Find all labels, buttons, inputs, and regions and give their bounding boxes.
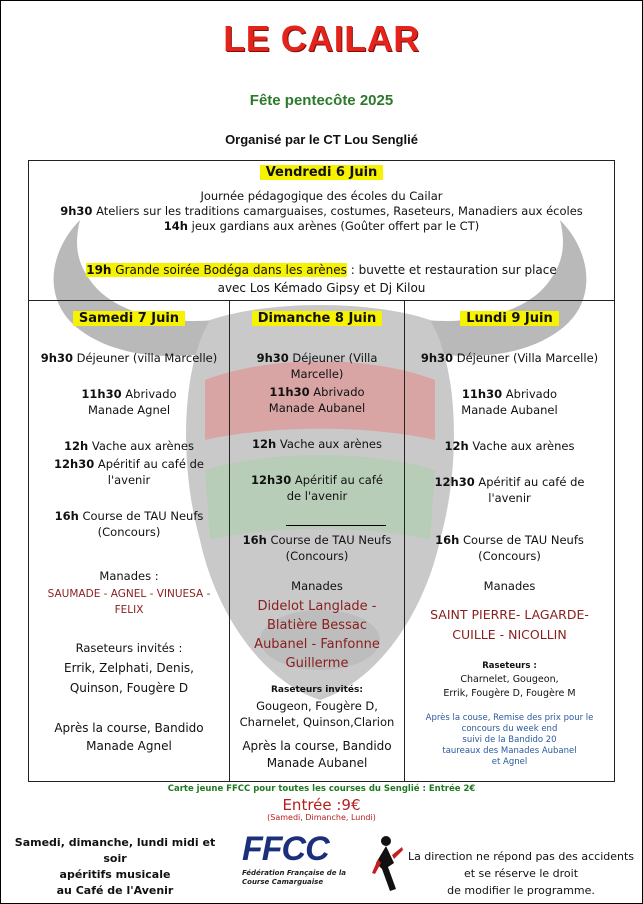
aperitif-line1: Samedi, dimanche, lundi midi et soir (14, 836, 216, 865)
sun-e5-sub: (Concours) (285, 549, 349, 563)
organizer-line: Organisé par le CT Lou Senglié (225, 132, 418, 147)
sat-event-1 (29, 351, 229, 366)
ffcc-line1: Fédération Française de la (242, 869, 347, 877)
monday-column (405, 301, 614, 781)
mon-after-line3: suivi de la Bandido 20 (462, 735, 557, 745)
sun-e3-text: Vache aux arènes (276, 437, 382, 451)
mon-e2-sub: Manade Aubanel (461, 403, 558, 417)
mon-event-4 (405, 475, 614, 490)
sun-e4-sub: de l'avenir (286, 489, 348, 503)
sun-raseteurs-label: Raseteurs invités: (270, 685, 363, 695)
sun-e4-time: 12h30 (251, 473, 292, 487)
mon-e3-text: Vache aux arènes (468, 439, 575, 453)
sun-e1-time: 9h30 (256, 351, 289, 365)
sat-event-5 (29, 509, 229, 524)
sat-e4-text: Apéritif au café de (94, 457, 204, 471)
entry-price: Entrée :9€ (282, 796, 361, 814)
friday-line2-time: 9h30 (60, 204, 93, 218)
friday-line3 (29, 219, 614, 234)
ffcc-logo: FFCC (242, 830, 329, 868)
friday-line2-text: Ateliers sur les traditions camarguaises, costumes, Raseteurs, Manadiers aux écoles (92, 204, 583, 218)
saturday-header-label: Samedi 7 Juin (73, 311, 185, 326)
sunday-header (230, 311, 404, 326)
sun-e3-time: 12h (252, 437, 277, 451)
aperitif-note (10, 835, 220, 899)
disclaimer-line1: La direction ne répond pas des accidents (407, 850, 635, 863)
poster-title: LE CAILAR (223, 18, 420, 59)
mon-raseteurs-line2: Errik, Fougère D, Fougère M (443, 688, 576, 699)
friday-box (28, 160, 615, 301)
mon-event-3 (405, 439, 614, 454)
sat-after-line2: Manade Agnel (86, 739, 172, 753)
sat-manades-line1: SAUMADE - AGNEL - VINUESA - (47, 588, 211, 600)
disclaimer-note (405, 848, 637, 899)
mon-manades-label: Manades (483, 579, 536, 593)
mon-e4-sub: l'avenir (488, 491, 531, 505)
sat-event-3 (29, 439, 229, 454)
monday-header-label: Lundi 9 Juin (460, 311, 558, 326)
sat-e2-text: Abrivado (121, 387, 177, 401)
sat-e2-sub: Manade Agnel (87, 403, 171, 417)
sat-raseteurs-label: Raseteurs invités : (75, 641, 183, 655)
sat-manades-line2: FELIX (114, 604, 144, 616)
sat-event-2 (29, 387, 229, 402)
aperitif-line3: au Café de l'Avenir (56, 884, 174, 897)
friday-line5: avec Los Kémado Gipsy et Dj Kilou (217, 281, 426, 295)
aperitif-line2: apéritifs musicale (59, 868, 171, 881)
friday-line4-time: 19h (86, 263, 112, 277)
sun-manades-line3: Aubanel - Fanfonne (254, 637, 380, 652)
friday-header (29, 165, 614, 180)
sunday-header-label: Dimanche 8 Juin (252, 311, 383, 326)
mon-event-1 (405, 351, 614, 366)
sun-event-2 (230, 385, 404, 400)
mon-event-2 (405, 387, 614, 402)
sat-e5-sub: (Concours) (97, 525, 161, 539)
sun-manades-line2: Blatière Bessac (267, 618, 367, 633)
friday-line4 (29, 263, 614, 278)
sun-event-3 (230, 437, 404, 452)
sun-event-1 (230, 351, 404, 366)
sat-e5-text: Course de TAU Neufs (78, 509, 204, 523)
sat-raseteurs-line1: Errik, Zelphati, Denis, (64, 661, 194, 675)
sat-manades-label: Manades : (99, 569, 159, 583)
mon-e2-text: Abrivado (502, 387, 558, 401)
saturday-header (29, 311, 229, 326)
mon-manades-line2: CUILLE - NICOLLIN (452, 627, 567, 642)
mon-raseteurs-line1: Charnelet, Gougeon, (460, 674, 559, 685)
mon-e5-sub: (Concours) (478, 549, 541, 563)
weekend-columns (28, 300, 615, 782)
sun-after-line1: Après la course, Bandido (242, 739, 392, 753)
ffcc-logo-block (242, 830, 367, 900)
friday-line2 (29, 204, 614, 219)
ffcc-line2: Course Camarguaise (242, 878, 324, 886)
mon-after-line1: Après la couse, Remise des prix pour le (425, 713, 594, 723)
friday-line1: Journée pédagogique des écoles du Cailar (200, 189, 443, 203)
sat-e1-text: Déjeuner (villa Marcelle) (72, 351, 218, 365)
sunday-column (230, 301, 405, 781)
entry-days: (Samedi, Dimanche, Lundi) (267, 813, 376, 822)
sun-event-4 (230, 473, 404, 488)
raseteur-icon (372, 833, 404, 895)
mon-event-5 (405, 533, 614, 548)
sat-after-line1: Après la course, Bandido (54, 721, 204, 735)
monday-header (405, 311, 614, 326)
sun-e1-sub: Marcelle) (290, 367, 344, 381)
sun-raseteurs-line2: Charnelet, Quinson,Clarion (239, 715, 395, 729)
sat-e3-time: 12h (64, 439, 89, 453)
sat-e1-time: 9h30 (40, 351, 73, 365)
sun-manades-label: Manades (291, 579, 343, 593)
sun-e2-text: Abrivado (309, 385, 365, 399)
mon-e5-time: 16h (435, 533, 460, 547)
mon-e4-time: 12h30 (434, 475, 475, 489)
mon-e3-time: 12h (444, 439, 469, 453)
friday-line3-time: 14h (163, 219, 188, 233)
mon-manades-line1: SAINT PIERRE- LAGARDE- (430, 607, 589, 622)
mon-raseteurs-label: Raseteurs : (482, 661, 537, 671)
friday-line4-highlight: Grande soirée Bodéga dans les arènes (111, 263, 347, 277)
mon-e1-time: 9h30 (420, 351, 454, 365)
sat-raseteurs-line2: Quinson, Fougère D (69, 681, 189, 695)
mon-e2-time: 11h30 (461, 387, 503, 401)
sun-e2-sub: Manade Aubanel (268, 401, 366, 415)
mon-after-line5: et Agnel (491, 757, 528, 767)
mon-e1-text: Déjeuner (Villa Marcelle) (453, 351, 599, 365)
sun-e5-time: 16h (242, 533, 267, 547)
sunday-divider (286, 525, 386, 526)
mon-e5-text: Course de TAU Neufs (459, 533, 584, 547)
mon-after-line2: concours du week end (461, 724, 558, 734)
sun-after-line2: Manade Aubanel (266, 756, 368, 770)
sun-raseteurs-line1: Gougeon, Fougère D, (256, 699, 378, 713)
sun-e5-text: Course de TAU Neufs (266, 533, 392, 547)
poster-subtitle: Fête pentecôte 2025 (249, 92, 394, 109)
sun-event-5 (230, 533, 404, 548)
friday-header-label: Vendredi 6 Juin (260, 165, 384, 180)
sat-e5-time: 16h (54, 509, 79, 523)
disclaimer-line3: de modifier le programme. (447, 884, 595, 897)
sat-e4-time: 12h30 (54, 457, 95, 471)
sun-e4-text: Apéritif au café (291, 473, 383, 487)
mon-after-line4: taureaux des Manades Aubanel (442, 746, 577, 756)
sat-event-4 (29, 457, 229, 472)
mon-e4-text: Apéritif au café de (474, 475, 585, 489)
sat-e4-sub: l'avenir (107, 473, 151, 487)
friday-line4-rest: : buvette et restauration sur place (346, 263, 557, 277)
sun-manades-line1: Didelot Langlade - (257, 599, 377, 614)
sun-e2-time: 11h30 (269, 385, 310, 399)
carte-jeune-note: Carte jeune FFCC pour toutes les courses du Senglié : Entrée 2€ (167, 784, 476, 794)
disclaimer-line2: et se réserve le droit (463, 867, 579, 880)
friday-line3-text: jeux gardians aux arènes (Goûter offert par le CT) (187, 219, 480, 233)
sat-e2-time: 11h30 (81, 387, 122, 401)
sun-manades-line4: Guillerme (285, 656, 349, 671)
sat-e3-text: Vache aux arènes (88, 439, 194, 453)
saturday-column (29, 301, 230, 781)
sun-e1-text: Déjeuner (Villa (288, 351, 378, 365)
